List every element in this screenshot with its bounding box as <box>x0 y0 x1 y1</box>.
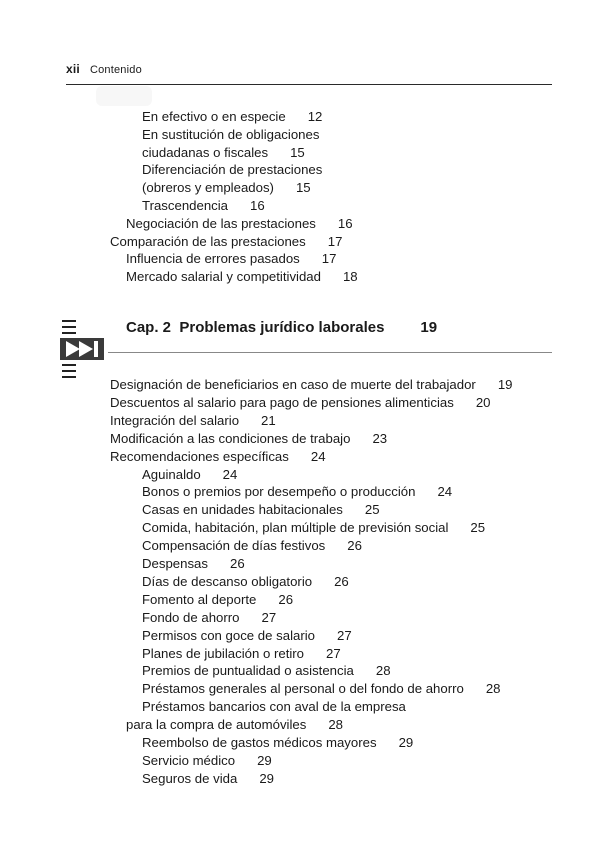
toc-entry-page: 26 <box>347 538 362 554</box>
toc-entry <box>142 556 245 572</box>
toc-entry-title: Designación de beneficiarios en caso de muerte del trabajador <box>110 377 476 392</box>
toc-entry-title: Bonos o premios por desempeño o producción <box>142 484 416 500</box>
toc-entry-title: ciudadanas o fiscales <box>142 144 269 160</box>
toc-entry-page: 24 <box>222 466 238 482</box>
toc-entry <box>142 502 380 518</box>
toc-entry-title: Préstamos bancarios con aval de la empresa <box>142 699 406 715</box>
toc-entry <box>142 145 305 161</box>
toc-entry-page: 28 <box>328 717 343 733</box>
toc-entry <box>126 269 358 285</box>
toc-entry-title: Modificación a las condiciones de trabajo <box>110 430 351 446</box>
toc-entry <box>142 681 501 697</box>
toc-entry-title: Premios de puntualidad o asistencia <box>142 663 354 679</box>
toc-entry-title: Casas en unidades habitacionales <box>142 502 343 518</box>
header-rule <box>66 84 552 85</box>
toc-entry <box>142 467 237 483</box>
toc-entry-title: para la compra de automóviles <box>126 717 307 733</box>
toc-entry-title: Seguros de vida <box>142 770 238 786</box>
running-header <box>66 62 142 76</box>
toc-entry-title: Comida, habitación, plan múltiple de previsión social <box>142 520 449 536</box>
toc-entry-page: 29 <box>257 752 272 768</box>
toc-entry <box>142 753 272 769</box>
toc-entry <box>142 127 319 143</box>
toc-entry <box>142 610 276 626</box>
toc-entry <box>142 484 452 500</box>
page-number: xii <box>66 62 80 76</box>
toc-entry <box>110 413 276 429</box>
toc-entry-page: 17 <box>321 251 337 267</box>
toc-entry-title: Integración del salario <box>110 412 240 428</box>
toc-entry-title: Compensación de días festivos <box>142 538 326 554</box>
toc-entry-page: 15 <box>295 180 311 196</box>
toc-entry-page: 12 <box>307 109 323 124</box>
toc-entry-page: 25 <box>470 520 486 536</box>
toc-entry <box>142 180 311 196</box>
toc-entry-title: Préstamos generales al personal o del fondo de ahorro <box>142 681 464 697</box>
toc-entry-page: 27 <box>326 645 341 661</box>
toc-entry-title: Influencia de errores pasados <box>126 251 300 267</box>
toc-entry-title: Descuentos al salario para pago de pensiones alimenticias <box>110 394 454 410</box>
toc-entry <box>110 395 491 411</box>
toc-entry <box>126 251 336 267</box>
toc-entry-page: 25 <box>364 502 380 518</box>
toc-entry-page: 20 <box>475 394 491 410</box>
toc-entry <box>142 663 391 679</box>
toc-entry <box>142 699 406 715</box>
toc-entry <box>110 377 512 393</box>
toc-entry-page: 26 <box>278 591 294 607</box>
toc-entry-title: Comparación de las prestaciones <box>110 233 306 249</box>
toc-entry-title: Reembolso de gastos médicos mayores <box>142 735 377 750</box>
toc-entry <box>142 109 322 125</box>
toc-entry <box>142 771 274 787</box>
toc-entry-page: 26 <box>229 556 245 571</box>
toc-entry-title: Planes de jubilación o retiro <box>142 645 305 661</box>
toc-entry-page: 23 <box>372 430 388 446</box>
toc-entry-page: 29 <box>398 735 414 750</box>
toc-entry-page: 24 <box>437 484 453 500</box>
toc-entry-title: Permisos con goce de salario <box>142 627 315 643</box>
toc-entry-title: Fomento al deporte <box>142 591 257 607</box>
toc-entry <box>142 538 362 554</box>
toc-entry <box>110 431 387 447</box>
toc-entry-title: Servicio médico <box>142 752 236 768</box>
toc-entry-title: Trascendencia <box>142 198 229 213</box>
toc-entry-page: 24 <box>310 448 326 464</box>
toc-entry-title: En efectivo o en especie <box>142 109 286 124</box>
toc-entry <box>142 162 322 178</box>
toc-entry <box>142 646 341 662</box>
toc-entry-title: Diferenciación de prestaciones <box>142 162 323 178</box>
chapter-marker-icon <box>60 320 104 382</box>
toc-entry-title: Fondo de ahorro <box>142 609 240 625</box>
toc-entry-page: 19 <box>497 377 513 392</box>
toc-entry-page: 18 <box>342 269 358 285</box>
toc-entry <box>142 628 352 644</box>
toc-entry-page: 17 <box>327 233 343 249</box>
toc-entry <box>142 198 265 214</box>
toc-entry-page: 21 <box>261 412 276 428</box>
chapter-page: 19 <box>420 319 438 336</box>
toc-entry-title: Despensas <box>142 556 208 571</box>
toc-entry-title: Mercado salarial y competitividad <box>126 269 321 285</box>
toc-entry-page: 27 <box>337 627 352 643</box>
toc-entry-title: Negociación de las prestaciones <box>126 215 316 231</box>
header-section-title: Contenido <box>89 64 142 76</box>
toc-entry-page: 26 <box>334 573 349 589</box>
toc-entry-page: 29 <box>259 770 274 786</box>
toc-entry-page: 27 <box>261 609 277 625</box>
toc-entry-page: 28 <box>485 681 501 697</box>
toc-entry <box>126 717 343 733</box>
chapter-rule <box>108 352 552 353</box>
toc-entry <box>142 592 293 608</box>
toc-entry <box>142 735 413 751</box>
scan-smudge <box>96 86 152 106</box>
toc-entry <box>110 449 326 465</box>
toc-entry <box>110 234 342 250</box>
toc-entry-title: Recomendaciones específicas <box>110 448 289 464</box>
toc-entry-page: 16 <box>337 215 353 231</box>
toc-entry <box>142 520 485 536</box>
chapter-label: Cap. 2 Problemas jurídico laborales <box>126 319 385 336</box>
toc-entry-page: 28 <box>375 663 391 679</box>
toc-entry-title: En sustitución de obligaciones <box>142 126 320 142</box>
toc-entry <box>126 216 353 232</box>
toc-entry-title: Aguinaldo <box>142 466 201 482</box>
toc-entry-page: 15 <box>290 144 305 160</box>
toc-entry <box>142 574 349 590</box>
toc-entry-page: 16 <box>250 198 265 213</box>
toc-entry-title: Días de descanso obligatorio <box>142 573 313 589</box>
toc-entry-title: (obreros y empleados) <box>142 180 274 196</box>
chapter-heading <box>126 319 437 336</box>
